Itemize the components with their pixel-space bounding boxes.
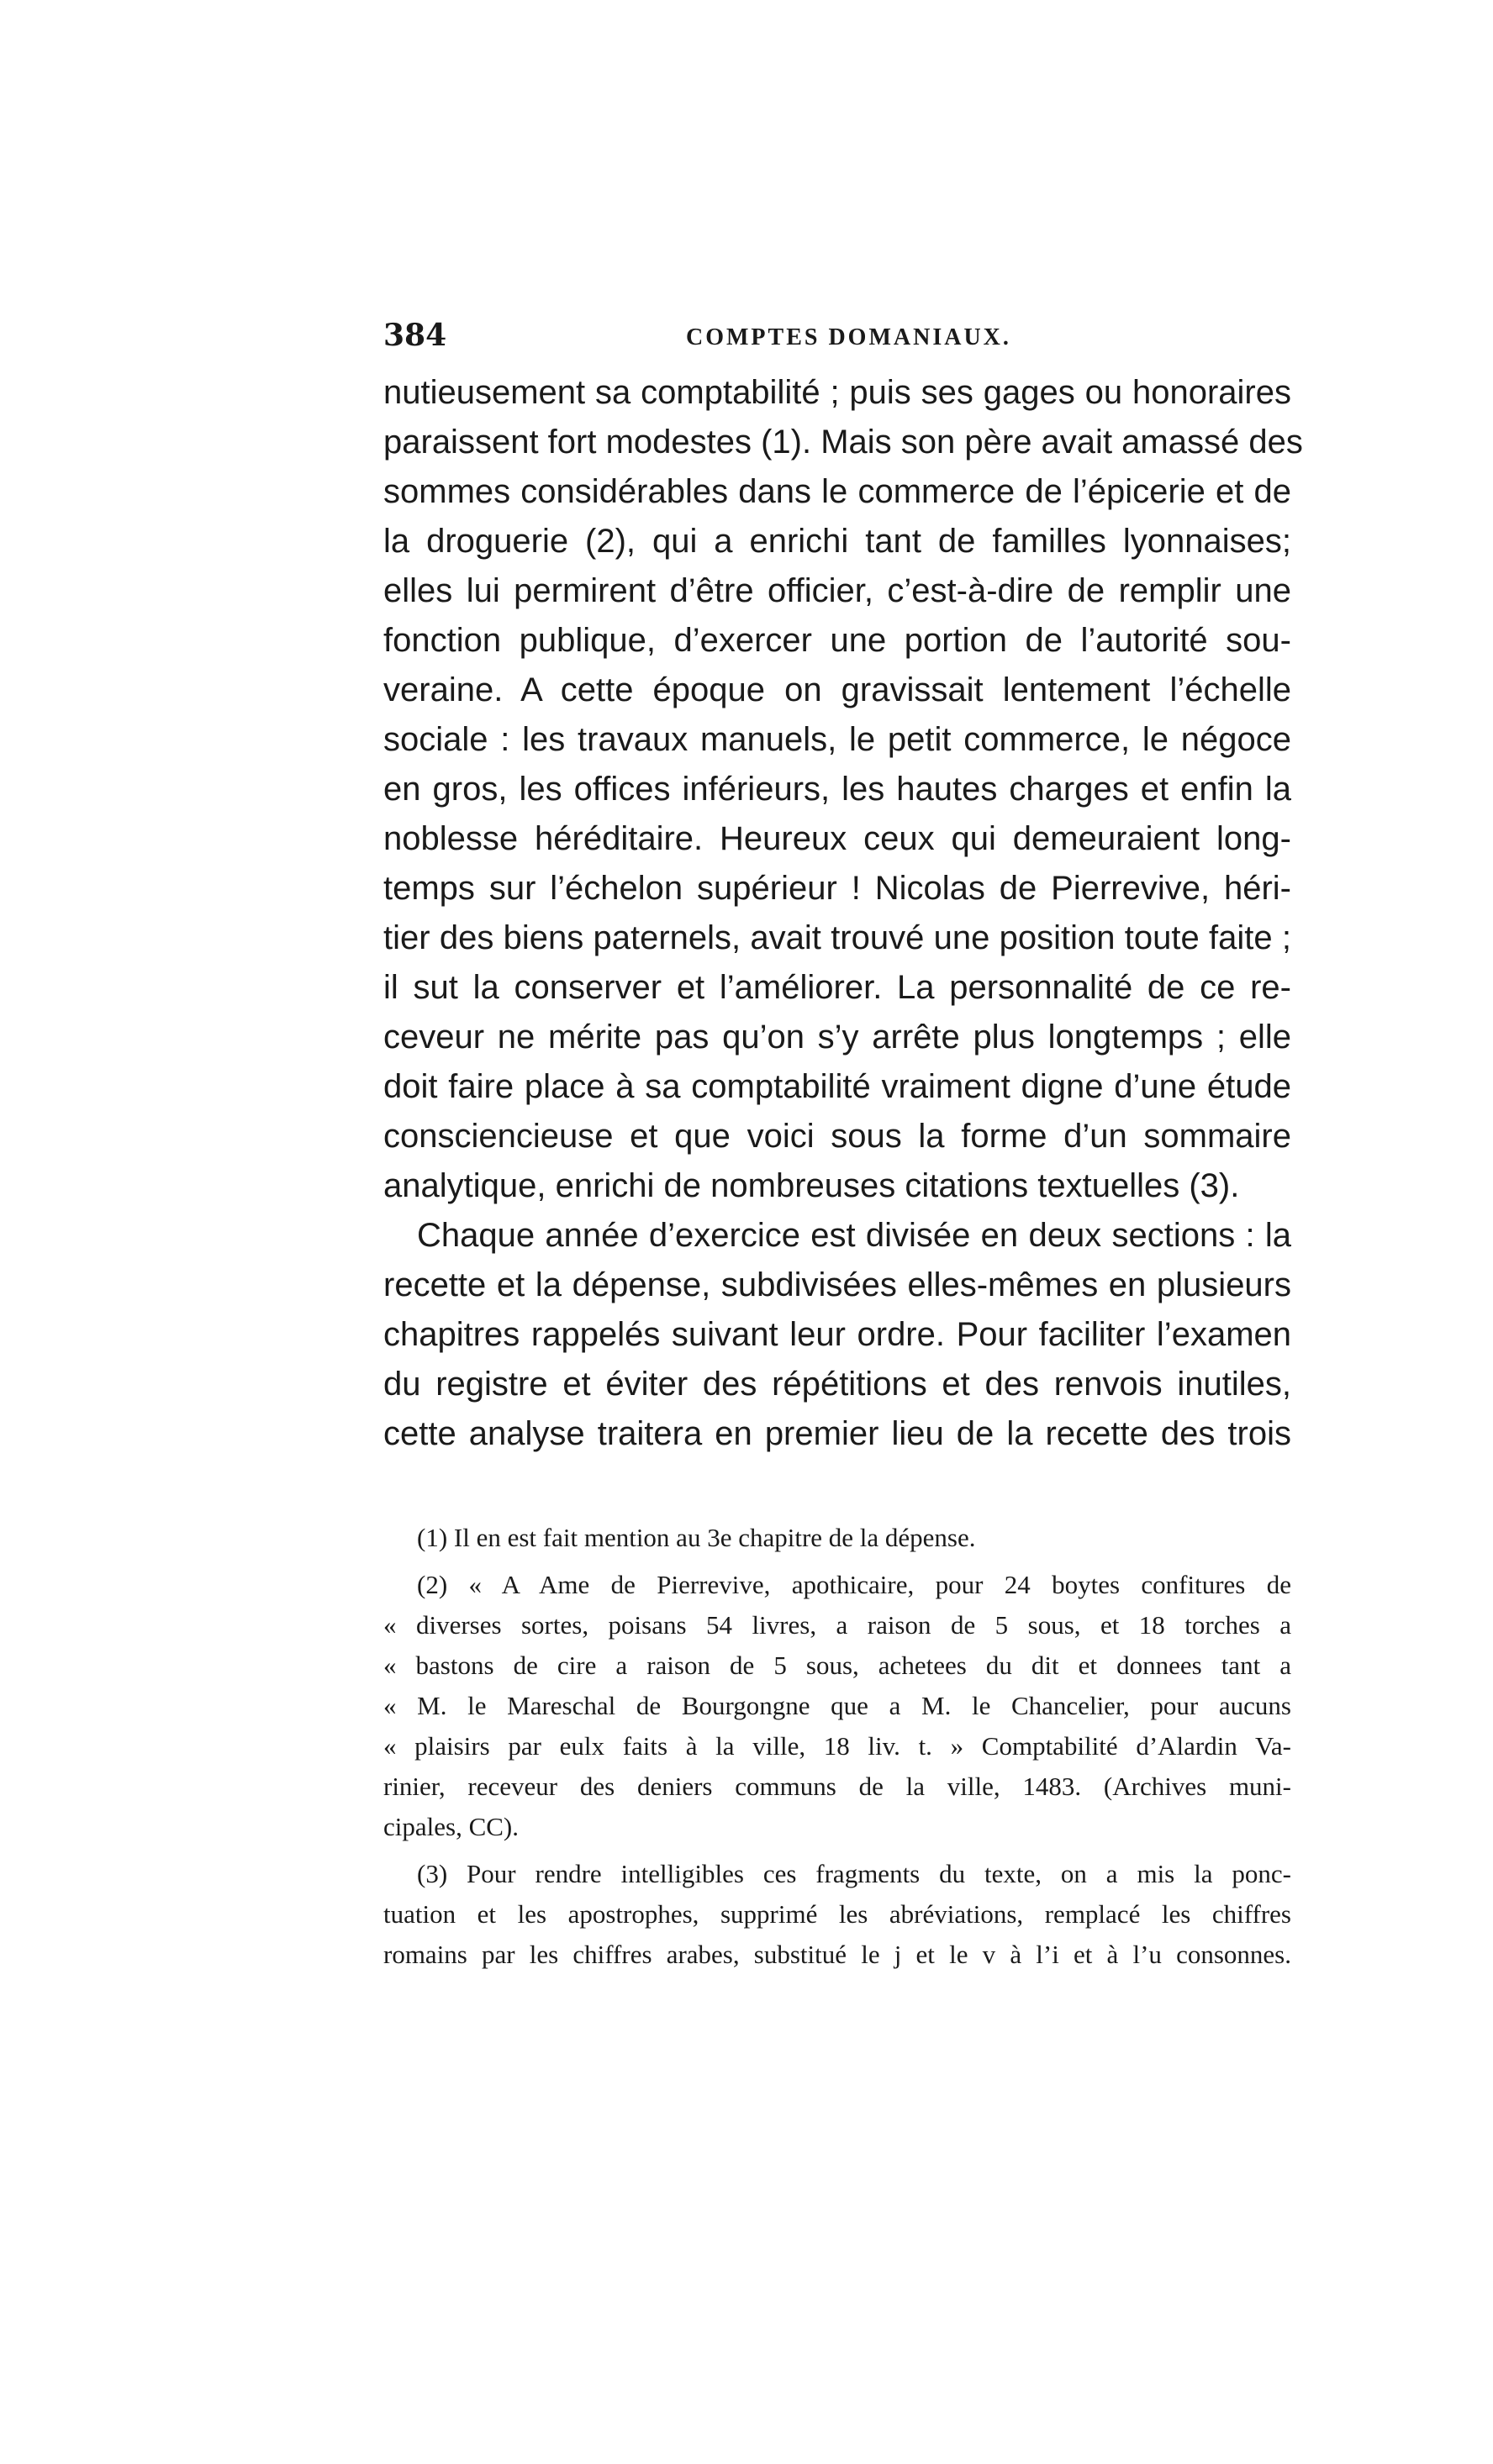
footnote-line: « M. le Mareschal de Bourgongne que a M. le Chancelier, pour aucuns	[383, 1691, 1291, 1720]
footnote-line: cipales, CC).	[383, 1812, 519, 1841]
text-line: elles lui permirent d’être officier, c’est-à-dire de remplir une	[383, 572, 1291, 609]
text-line: consciencieuse et que voici sous la forme d’un sommaire	[383, 1118, 1291, 1155]
text-line: ceveur ne mérite pas qu’on s’y arrête plus longtemps ; elle	[383, 1019, 1291, 1056]
footnote-1: (1) Il en est fait mention au 3e chapitre de la dépense.	[417, 1523, 976, 1552]
footnotes	[383, 1518, 1291, 1975]
text-line: Chaque année d’exercice est divisée en deux sections : la	[417, 1217, 1291, 1254]
text-line: du registre et éviter des répétitions et des renvois inutiles,	[383, 1366, 1291, 1403]
footnote-3: (3) Pour rendre intelligibles ces fragments du texte, on a mis la ponc-	[417, 1859, 1291, 1888]
text-line: temps sur l’échelon supérieur ! Nicolas de Pierrevive, héri-	[383, 870, 1291, 907]
text-line: la droguerie (2), qui a enrichi tant de familles lyonnaises;	[383, 523, 1291, 560]
text-line: chapitres rappelés suivant leur ordre. Pour faciliter l’examen	[383, 1316, 1291, 1353]
text-line: recette et la dépense, subdivisées elles-mêmes en plusieurs	[383, 1266, 1291, 1303]
footnote-line: rinier, receveur des deniers communs de la ville, 1483. (Archives muni-	[383, 1772, 1291, 1801]
text-line: veraine. A cette époque on gravissait lentement l’échelle	[383, 671, 1291, 708]
page-header	[383, 318, 1291, 368]
footnote-line: tuation et les apostrophes, supprimé les abréviations, remplacé les chiffres	[383, 1899, 1291, 1929]
page-number: 384	[383, 318, 447, 353]
text-line: noblesse héréditaire. Heureux ceux qui demeuraient long-	[383, 820, 1291, 857]
footnote-line: romains par les chiffres arabes, substitué le j et le v à l’i et à l’u consonnes.	[383, 1940, 1291, 1969]
text-line: il sut la conserver et l’améliorer. La personnalité de ce re-	[383, 969, 1291, 1006]
text-line: sociale : les travaux manuels, le petit commerce, le négoce	[383, 721, 1291, 758]
text-line: sommes considérables dans le commerce de l’épicerie et de	[383, 473, 1291, 510]
text-line: doit faire place à sa comptabilité vraiment digne d’une étude	[383, 1068, 1291, 1105]
text-line: analytique, enrichi de nombreuses citations textuelles (3).	[383, 1167, 1240, 1204]
main-text	[383, 368, 1303, 1459]
running-title: COMPTES DOMANIAUX.	[686, 324, 1011, 350]
footnote-line: « bastons de cire a raison de 5 sous, achetees du dit et donnees tant a	[383, 1651, 1291, 1680]
text-line: en gros, les offices inférieurs, les hautes charges et enfin la	[383, 771, 1291, 808]
text-line: nutieusement sa comptabilité ; puis ses gages ou honoraires	[383, 374, 1291, 411]
footnote-2: (2) « A Ame de Pierrevive, apothicaire, pour 24 boytes confitures de	[417, 1570, 1291, 1599]
text-line: fonction publique, d’exercer une portion de l’autorité sou-	[383, 622, 1291, 659]
footnote-line: « diverses sortes, poisans 54 livres, a raison de 5 sous, et 18 torches a	[383, 1610, 1291, 1640]
text-line: paraissent fort modestes (1). Mais son père avait amassé des	[383, 424, 1303, 461]
footnote-line: « plaisirs par eulx faits à la ville, 18 liv. t. » Comptabilité d’Alardin Va-	[383, 1731, 1291, 1761]
text-line: cette analyse traitera en premier lieu de la recette des trois	[383, 1415, 1291, 1452]
text-line: tier des biens paternels, avait trouvé une position toute faite ;	[383, 919, 1291, 956]
